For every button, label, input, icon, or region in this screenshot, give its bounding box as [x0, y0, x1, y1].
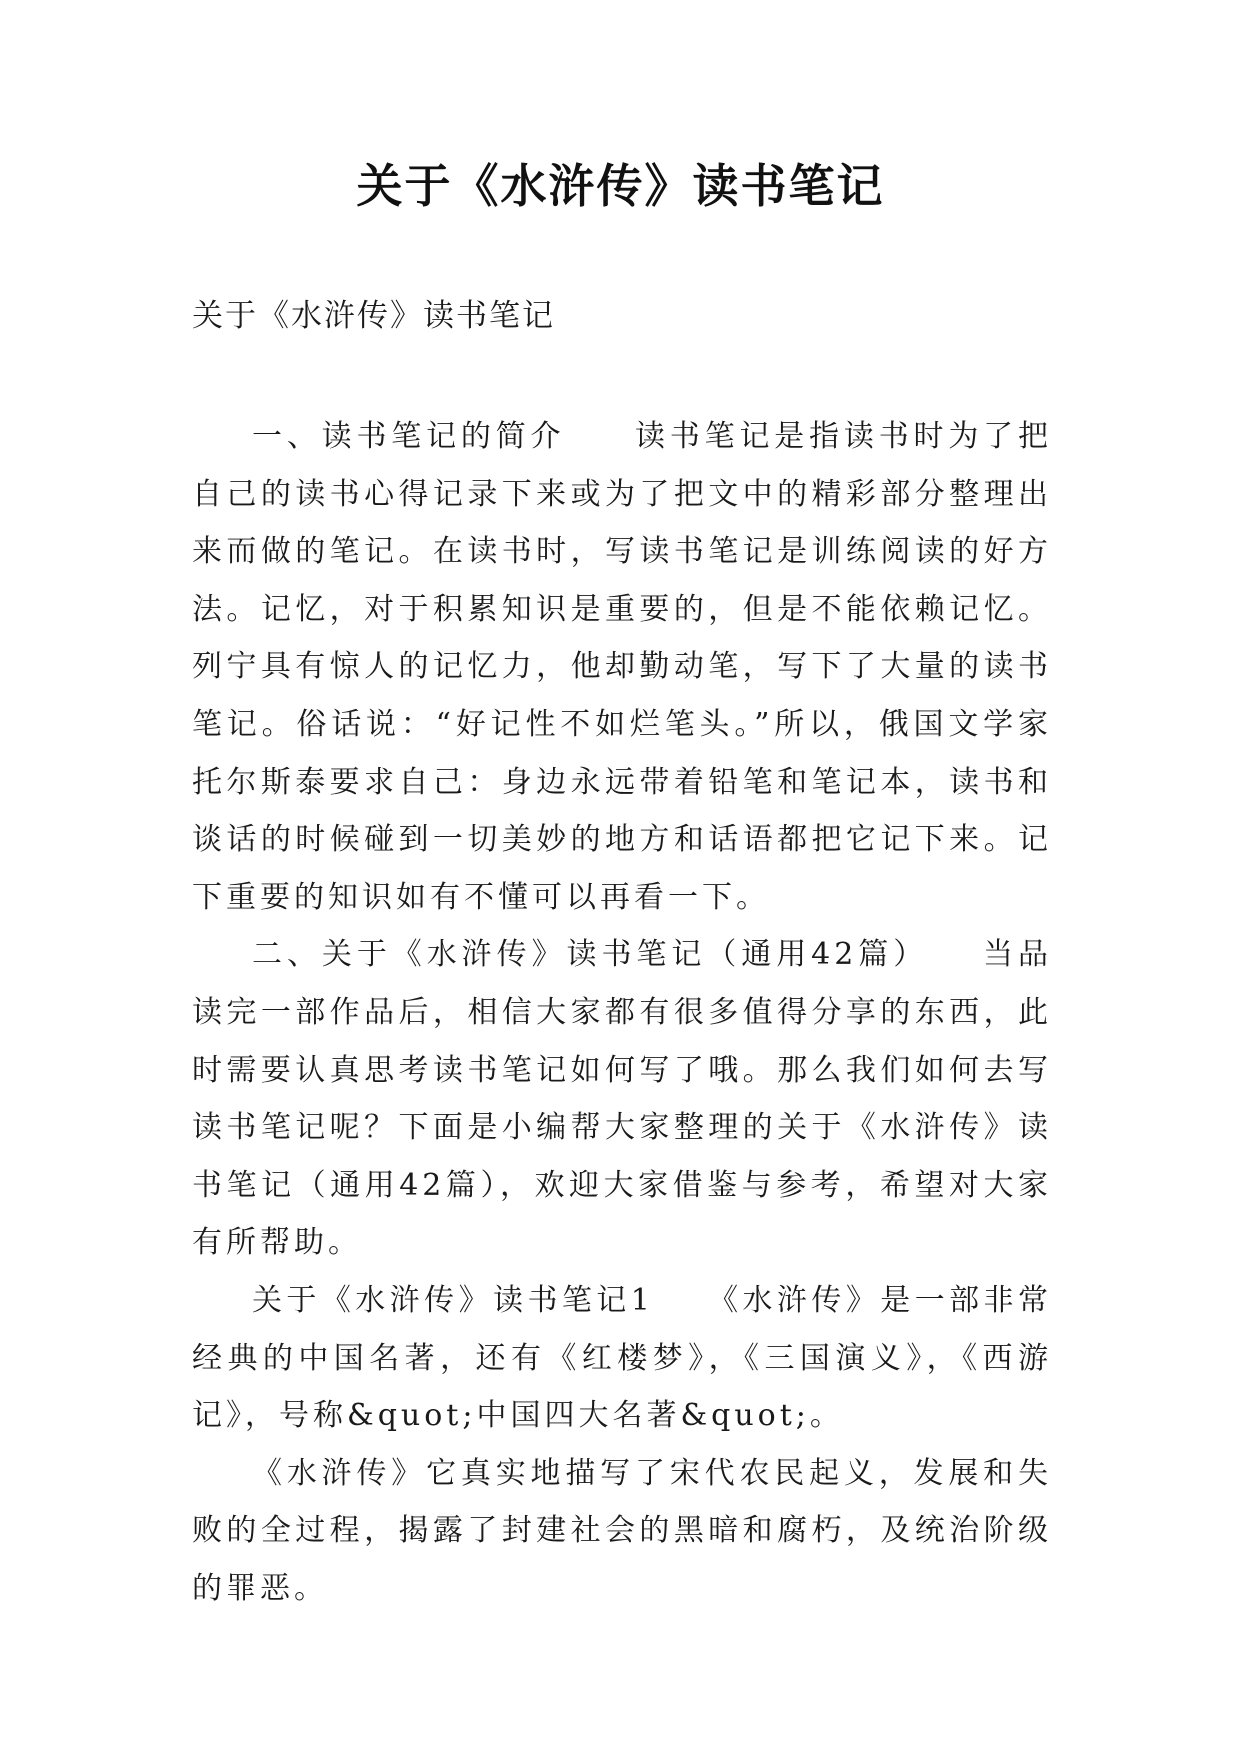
document-subtitle: 关于《水浒传》读书笔记 [192, 298, 555, 334]
paragraph-intro: 一、读书笔记的简介 读书笔记是指读书时为了把自己的读书心得记录下来或为了把文中的精彩部分整理出来而做的笔记。在读书时，写读书笔记是训练阅读的好方法。记忆，对于积累知识是重要的，但是不能依赖记忆。列宁具有惊人的记忆力，他却勤动笔，写下了大量的读书笔记。俗话说：“好记性不如烂笔头。”所以，俄国文学家托尔斯泰要求自己：身边永远带着铅笔和笔记本，读书和谈话的时候碰到一切美妙的地方和话语都把它记下来。记下重要的知识如有不懂可以再看一下。 [192, 419, 1052, 915]
document-body [192, 408, 1052, 1617]
paragraph-article-list: 二、关于《水浒传》读书笔记（通用42篇） 当品读完一部作品后，相信大家都有很多值得分享的东西，此时需要认真思考读书笔记如何写了哦。那么我们如何去写读书笔记呢？下面是小编帮大家整理的关于《水浒传》读书笔记（通用42篇），欢迎大家借鉴与参考，希望对大家有所帮助。 [192, 937, 1052, 1261]
paragraph-note-1: 关于《水浒传》读书笔记1 《水浒传》是一部非常经典的中国名著，还有《红楼梦》，《三国演义》，《西游记》，号称&quot;中国四大名著&quot;。 [192, 1282, 1052, 1434]
document-title: 关于《水浒传》读书笔记 [356, 159, 885, 213]
paragraph-note-1-continued: 《水浒传》它真实地描写了宋代农民起义，发展和失败的全过程，揭露了封建社会的黑暗和腐朽，及统治阶级的罪恶。 [192, 1455, 1052, 1606]
